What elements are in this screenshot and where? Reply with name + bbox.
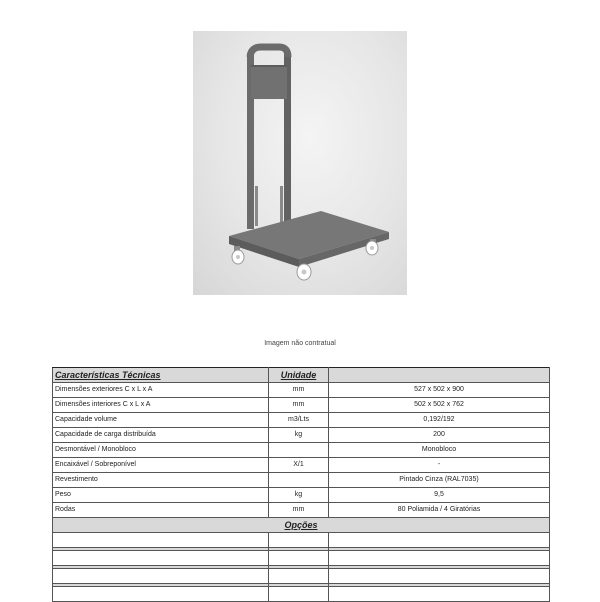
options-row	[53, 551, 550, 566]
row-value: Pintado Cinza (RAL7035)	[329, 473, 550, 488]
options-title: Opções	[53, 518, 550, 533]
row-value: 200	[329, 428, 550, 443]
header-value	[329, 368, 550, 383]
row-value: 0,192/192	[329, 413, 550, 428]
row-value: 527 x 502 x 900	[329, 383, 550, 398]
row-unit: kg	[269, 488, 329, 503]
row-unit: kg	[269, 428, 329, 443]
table-row	[53, 488, 550, 503]
table-row	[53, 458, 550, 473]
row-unit	[269, 473, 329, 488]
options-header-row	[53, 518, 550, 533]
product-photo	[193, 31, 407, 295]
table-header-row	[53, 368, 550, 383]
header-unit: Unidade	[269, 368, 329, 383]
table-row	[53, 413, 550, 428]
technical-specs-table	[52, 367, 550, 602]
row-label: Revestimento	[53, 473, 269, 488]
row-unit: mm	[269, 398, 329, 413]
row-value: 9,5	[329, 488, 550, 503]
options-row	[53, 533, 550, 548]
row-value: -	[329, 458, 550, 473]
row-unit: mm	[269, 503, 329, 518]
options-row	[53, 587, 550, 602]
row-label: Capacidade volume	[53, 413, 269, 428]
table-row	[53, 383, 550, 398]
row-label: Peso	[53, 488, 269, 503]
image-caption: Imagem não contratual	[264, 340, 336, 347]
row-unit: X/1	[269, 458, 329, 473]
row-label: Encaixável / Sobreponível	[53, 458, 269, 473]
table-row	[53, 428, 550, 443]
options-row	[53, 569, 550, 584]
row-label: Desmontável / Monobloco	[53, 443, 269, 458]
table-row	[53, 503, 550, 518]
row-value: 80 Poliamida / 4 Giratórias	[329, 503, 550, 518]
row-unit	[269, 443, 329, 458]
row-label: Rodas	[53, 503, 269, 518]
table-row	[53, 443, 550, 458]
row-label: Capacidade de carga distribuída	[53, 428, 269, 443]
table-row	[53, 398, 550, 413]
row-value: 502 x 502 x 762	[329, 398, 550, 413]
row-label: Dimensões interiores C x L x A	[53, 398, 269, 413]
row-label: Dimensões exteriores C x L x A	[53, 383, 269, 398]
table-row	[53, 473, 550, 488]
platform-trolley-illustration	[193, 31, 407, 295]
row-unit: mm	[269, 383, 329, 398]
header-characteristics: Características Técnicas	[53, 368, 269, 383]
row-unit: m3/Lts	[269, 413, 329, 428]
row-value: Monobloco	[329, 443, 550, 458]
